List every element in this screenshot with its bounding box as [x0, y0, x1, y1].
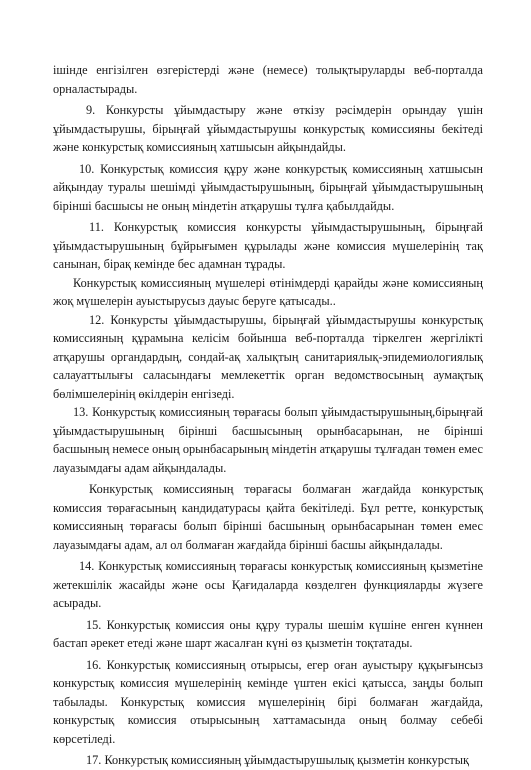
- paragraph-11-note: Конкурстық комиссияның мүшелері өтінімдерді қарайды және комиссияның жоқ мүшелерін ауыстырусыз дауыс беруге қатысады..: [53, 275, 483, 308]
- paragraph-continuation: ішінде енгізілген өзгерістерді және (немесе) толықтыруларды веб-порталда орналастырады.: [53, 63, 483, 96]
- paragraph-11: 11. Конкурстық комиссия конкурсты ұйымдастырушының, бірыңғай ұйымдастырушының бұйрығымен құрылады және комиссия мүшелерінің тақ санынан, бірақ кемінде бес адамнан тұрады.: [53, 220, 483, 271]
- paragraph-10: 10. Конкурстық комиссия құру және конкурстық комиссияның хатшысын айқындау туралы шешімді ұйымдастырушының, бірыңғай ұйымдастырушының бірінші басшысы не оның міндетін атқарушы тұлға қабылдайды.: [53, 161, 483, 213]
- paragraph-17: 17. Конкурстық комиссияның ұйымдастырушылық қызметін конкурстық: [86, 753, 470, 767]
- paragraph-12: 12. Конкурсты ұйымдастырушы, бірыңғай ұйымдастырушы конкурстық комиссияның құрамына келісім бойынша веб-порталда тіркелген жергілікті атқарушы органдардың, сондай-ақ халықтың санитариялық-эпидемиологиялық салауаттылығы саласындағы мемлекеттік орган ведомствосының аумақтық бөлімшелерінің өкілдерін енгізеді.: [53, 312, 483, 401]
- paragraph-14: 14. Конкурстық комиссияның төрағасы конкурстық комиссияның қызметіне жетекшілік жасайды және осы Қағидаларда көзделген функцияларды жүзеге асырады.: [53, 559, 483, 610]
- paragraph-15: 15. Конкурстық комиссия оны құру туралы шешім күшіне енген күннен бастап әрекет етеді және шарт жасалған күні өз қызметін тоқтатады.: [53, 617, 483, 650]
- paragraph-13: 13. Конкурстық комиссияның төрағасы болып ұйымдастырушының,бірыңғай ұйымдастырушының бірінші басшысының орынбасарынан, не бірінші басшының немесе оның орынбасарының міндетін атқарушы тұлғадан төмен емес лауазымдағы адам айқындалады.: [53, 405, 483, 475]
- paragraph-9: 9. Конкурсты ұйымдастыру және өткізу рәсімдерін орындау үшін ұйымдастырушы, бірыңғай ұйымдастырушы конкурстық комиссияны бекітеді және конкурстық комиссияның хатшысын айқындайды.: [53, 103, 483, 154]
- paragraph-13-note: Конкурстық комиссияның төрағасы болмаған жағдайда конкурстық комиссия төрағасының кандидатурасы қайта бекітіледі. Бұл ретте, конкурстық комиссияның төрағасы болып бірінші басшының орынбасарынан төмен емес лауазымдағы адам, ал ол болмаған жағдайда бірінші басшы айқындалады.: [53, 482, 483, 552]
- paragraph-16: 16. Конкурстық комиссияның отырысы, егер оған ауыстыру құқығынсыз конкурстық комиссия мүшелерінің кемінде үштен екісі қатысса, заңды болып табылады. Конкурстық комиссия мүшелерінің бірі болмаған жағдайда, конкурстық комиссия отырысының хаттамасында оның болмау себебі көрсетіледі.: [53, 657, 483, 746]
